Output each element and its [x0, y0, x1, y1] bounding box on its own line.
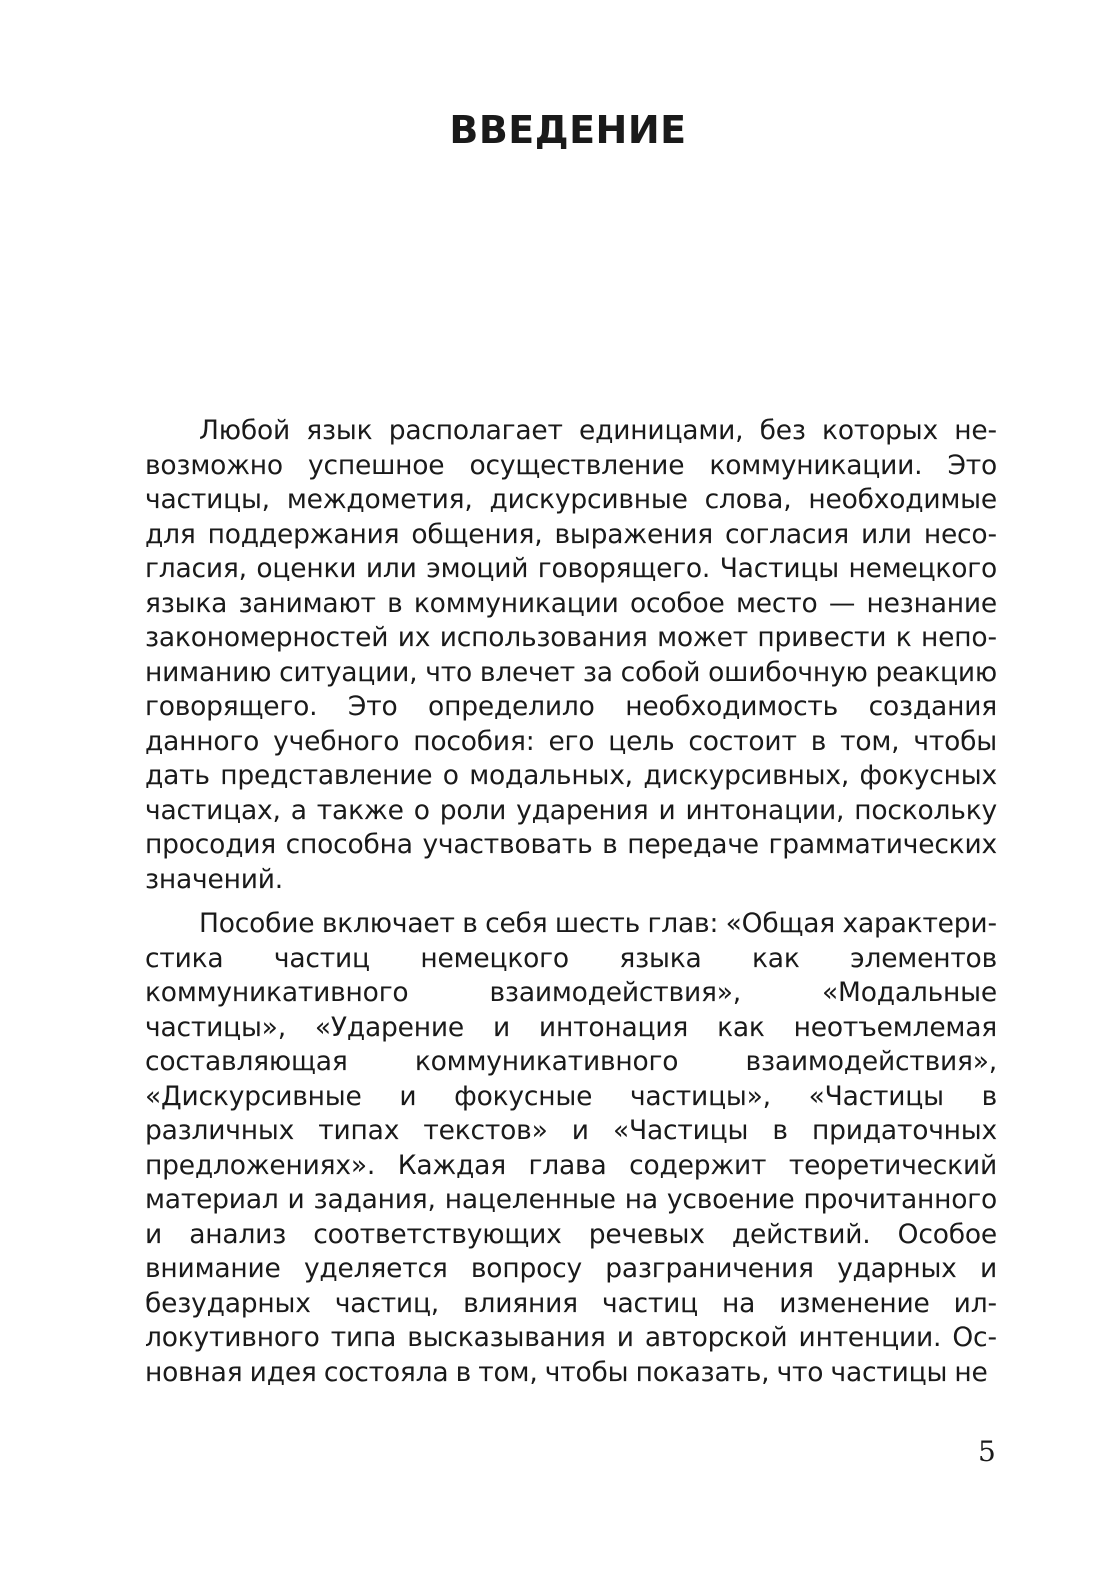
body-text: [145, 414, 997, 1400]
page-number: 5: [978, 1435, 996, 1468]
chapter-title: ВВЕДЕНИЕ: [449, 108, 687, 152]
paragraph-1: Любой язык располагает единицами, без которых невозможно успешное осуществление коммуникации. Это частицы, междометия, дискурсивные слова, необходимые для поддержания общения, выражения согласия или несогласия, оценки или эмоций говорящего. Частицы немецкого языка занимают в коммуникации особое место — незнание закономерностей их использования может привести к непониманию ситуации, что влечет за собой ошибочную реакцию говорящего. Это определило необходимость создания данного учебного пособия: его цель состоит в том, чтобы дать представление о модальных, дискурсивных, фокусных частицах, а также о роли ударения и интонации, поскольку просодия способна участвовать в передаче грамматических значений.: [145, 415, 997, 895]
paragraph-2: Пособие включает в себя шесть глав: «Общая характеристика частиц немецкого языка как элементов коммуникативного взаимодействия», «Модальные частицы», «Ударение и интонация как неотъемлемая составляющая коммуникативного взаимодействия», «Дискурсивные и фокусные частицы», «Частицы в различных типах текстов» и «Частицы в придаточных предложениях». Каждая глава содержит теоретический материал и задания, нацеленные на усвоение прочитанного и анализ соответствующих речевых действий. Особое внимание уделяется вопросу разграничения ударных и безударных частиц, влияния частиц на изменение иллокутивного типа высказывания и авторской интенции. Основная идея состояла в том, чтобы показать, что частицы не: [145, 908, 997, 1388]
